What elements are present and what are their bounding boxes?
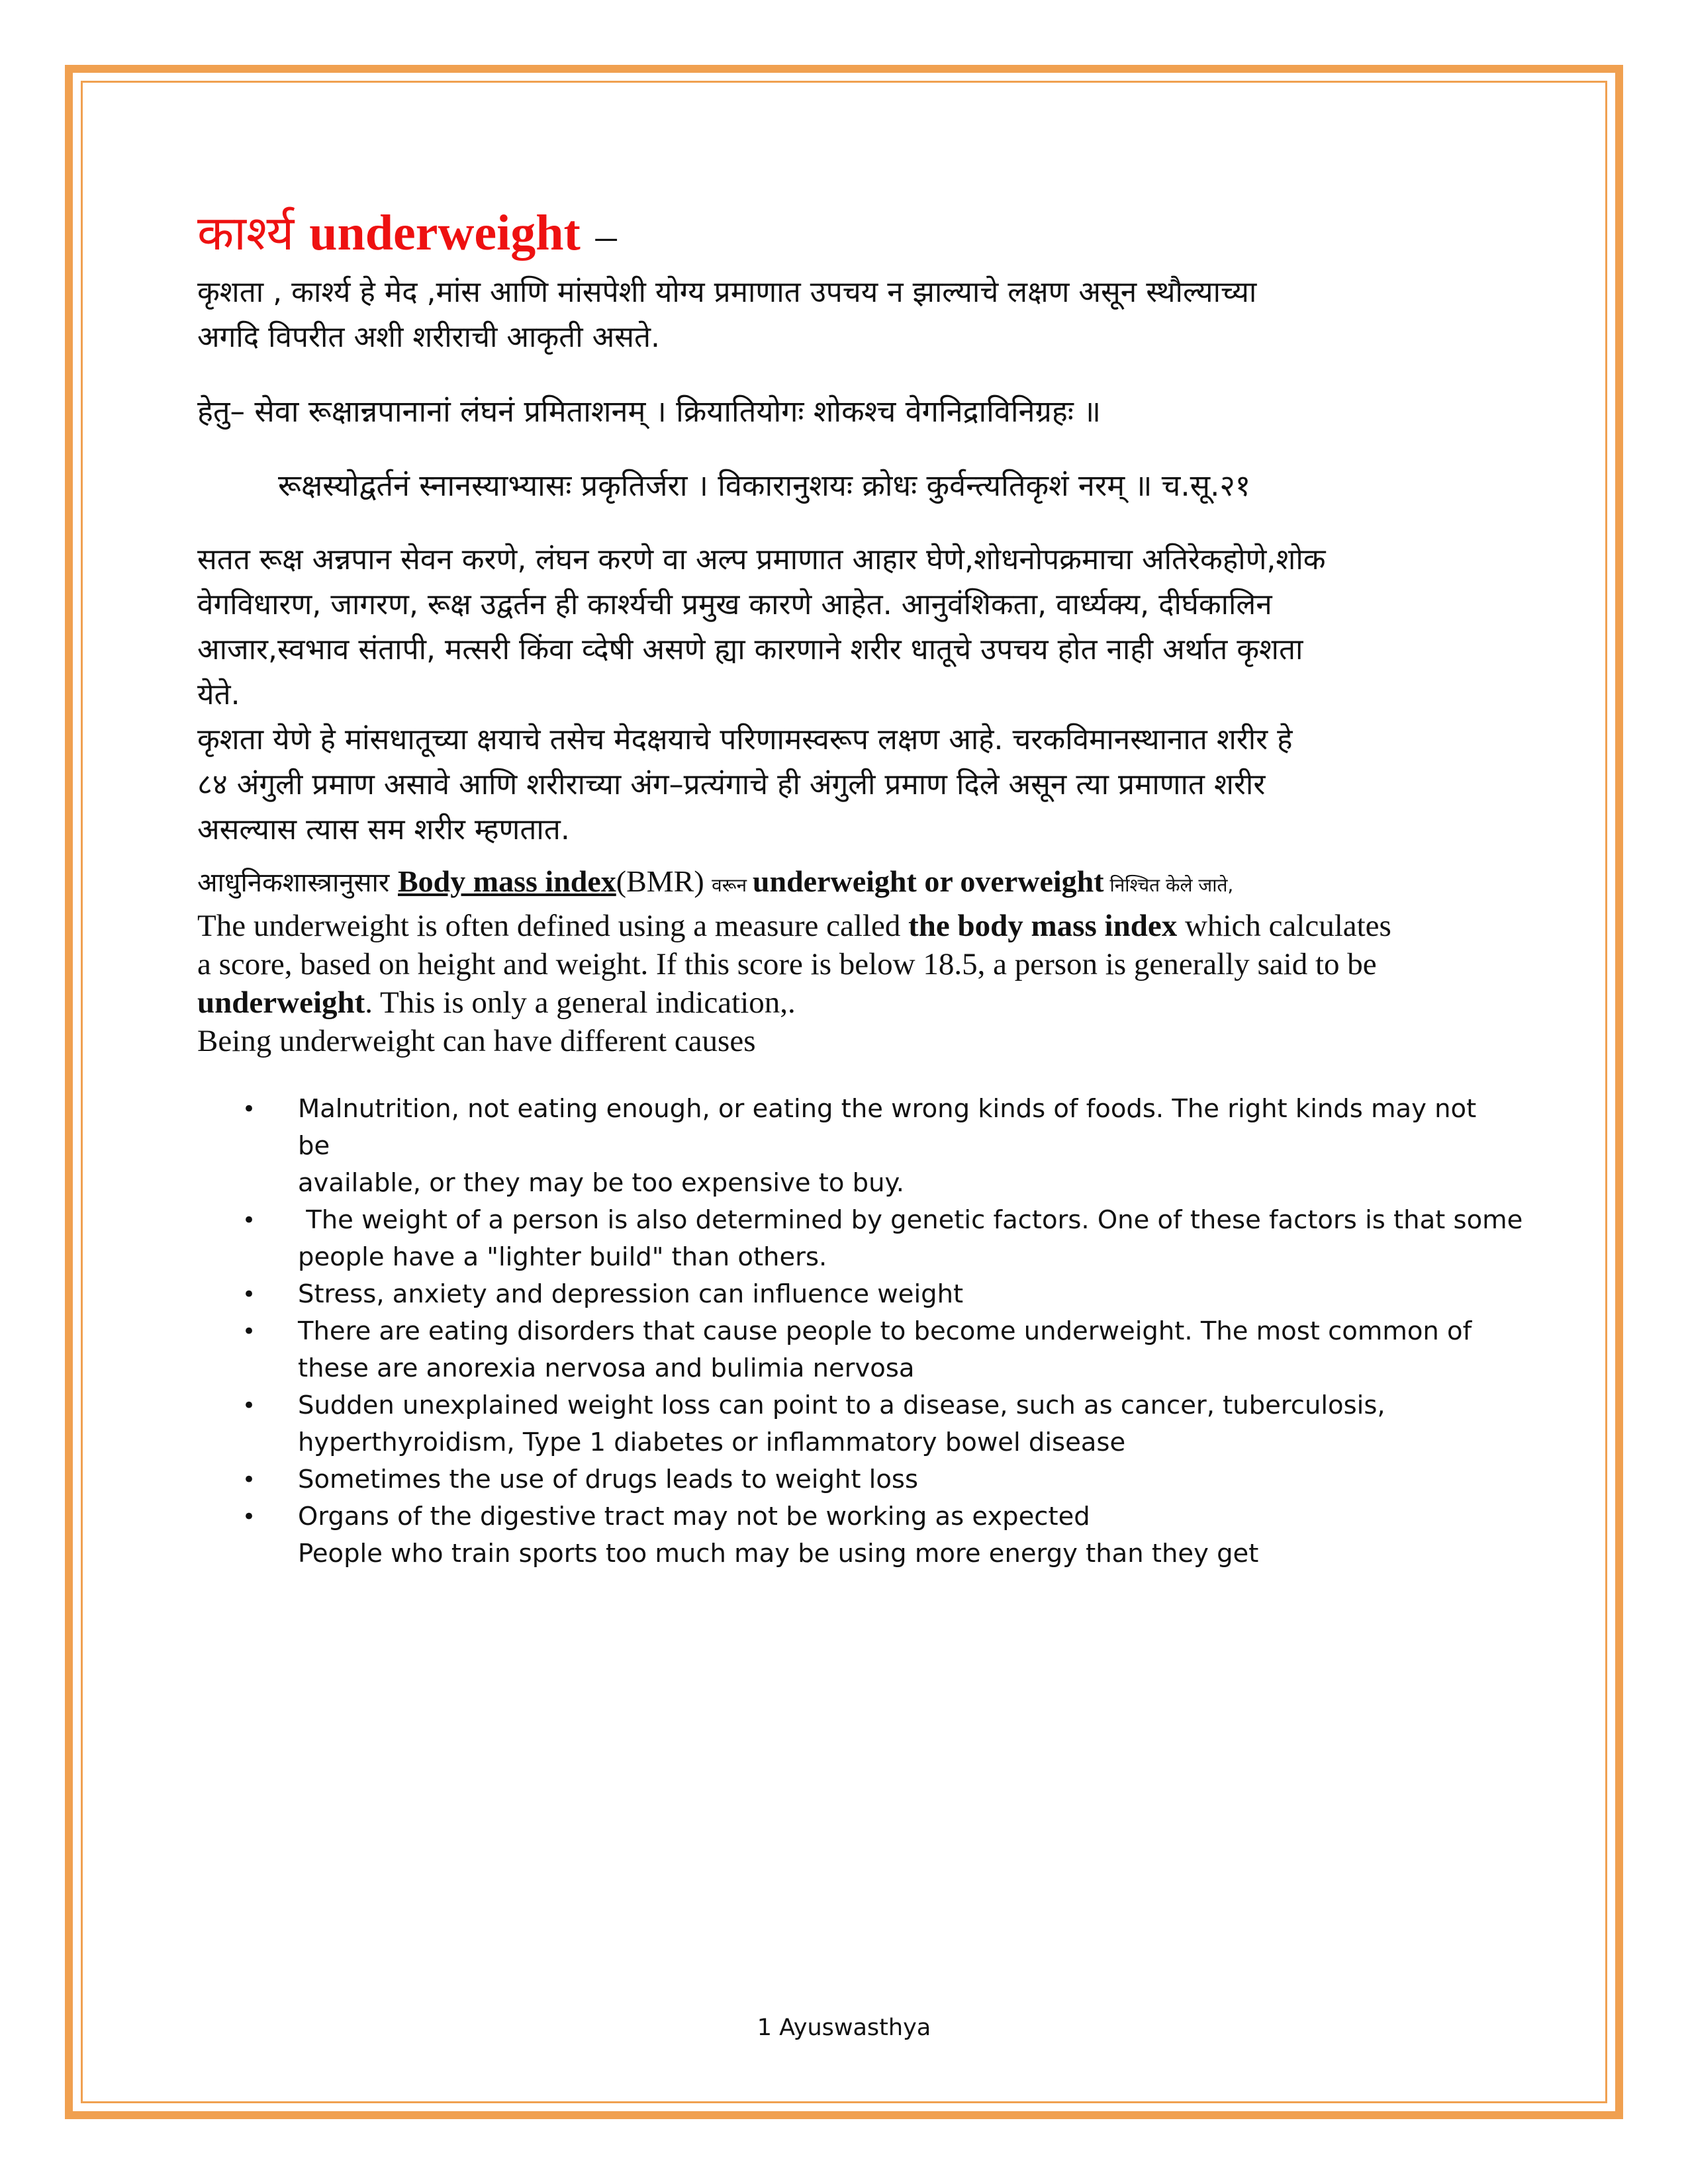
- bullet-icon: •: [242, 1281, 256, 1308]
- list-item: [197, 1313, 1481, 1387]
- english-bold-term: underweight: [197, 985, 365, 1020]
- bmi-line: [197, 860, 1481, 907]
- list-item-text: People who train sports too much may be using more energy than they get: [298, 1539, 1259, 1569]
- hetu-line: हेतु– सेवा रूक्षान्नपानानां लंघनं प्रमिताशनम् । क्रियातियोगः शोकश्च वेगनिद्राविनिग्रहः ॥: [197, 394, 1102, 429]
- krushata-line: ८४ अंगुली प्रमाण असावे आणि शरीराच्या अंग–प्रत्यंगाचे ही अंगुली प्रमाण दिले असून त्या प्रमाणात शरीर: [197, 768, 1266, 801]
- krushata-paragraph: [197, 717, 1481, 852]
- krushata-line: कृशता येणे हे मांसधातूच्या क्षयाचे तसेच मेदक्षयाचे परिणामस्वरूप लक्षण आहे. चरकविमानस्थानात शरीर हे: [197, 723, 1293, 756]
- list-item-text: available, or they may be too expensive to buy.: [298, 1168, 905, 1198]
- page-title: [197, 199, 1481, 270]
- bmi-term: Body mass index: [398, 864, 616, 898]
- bmi-prefix: आधुनिकशास्त्रानुसार: [197, 868, 398, 898]
- english-bold-term: the body mass index: [908, 909, 1178, 943]
- english-paragraph: [197, 907, 1481, 1060]
- list-item: [197, 1387, 1481, 1461]
- list-item: [197, 1276, 1481, 1313]
- causes-line: येते.: [197, 678, 240, 711]
- list-item-text: Malnutrition, not eating enough, or eating the wrong kinds of foods. The right kinds may not be: [298, 1094, 1477, 1161]
- english-line: Being underweight can have different causes: [197, 1024, 756, 1058]
- intro-paragraph: [197, 270, 1481, 360]
- list-item-text: Stress, anxiety and depression can influence weight: [298, 1279, 964, 1309]
- title-marathi: कार्श्य: [197, 205, 295, 261]
- title-english: underweight: [309, 205, 581, 261]
- list-item: [197, 1091, 1481, 1202]
- krushata-line: असल्यास त्यास सम शरीर म्हणतात.: [197, 813, 570, 846]
- bmi-suffix: निश्चित केले जाते,: [1103, 874, 1234, 896]
- document-body: [197, 199, 1523, 1572]
- bullet-icon: •: [242, 1392, 256, 1419]
- hetu-line: रूक्षस्योद्वर्तनं स्नानस्याभ्यासः प्रकृतिर्जरा । विकारानुशयः क्रोधः कुर्वन्त्यतिकृशं नरम् ॥ च.सू.२१: [278, 468, 1251, 503]
- list-item: [197, 1498, 1481, 1572]
- english-text: The underweight is often defined using a measure called: [197, 909, 909, 943]
- bullet-icon: •: [242, 1504, 256, 1530]
- bmi-abbr: (BMR): [616, 864, 712, 898]
- title-dash: –: [595, 212, 617, 259]
- causes-line: सतत रूक्ष अन्नपान सेवन करणे, लंघन करणे वा अल्प प्रमाणात आहार घेणे,शोधनोपक्रमाचा अतिरेकहोणे,शोक: [197, 543, 1326, 576]
- bullet-icon: •: [242, 1207, 256, 1234]
- bullet-icon: •: [242, 1467, 256, 1493]
- causes-line: आजार,स्वभाव संतापी, मत्सरी किंवा व्देषी असणे ह्या कारणाने शरीर धातूचे उपचय होत नाही अर्थात कृशता: [197, 633, 1303, 666]
- list-item-text: There are eating disorders that cause people to become underweight. The most common of: [298, 1316, 1472, 1346]
- intro-line: अगदि विपरीत अशी शरीराची आकृती असते.: [197, 320, 661, 354]
- list-item-text: hyperthyroidism, Type 1 diabetes or inflammatory bowel disease: [298, 1428, 1126, 1457]
- list-item-text: these are anorexia nervosa and bulimia nervosa: [298, 1353, 915, 1383]
- bmi-terms: underweight or overweight: [752, 864, 1104, 898]
- causes-list: [197, 1091, 1523, 1572]
- english-line: a score, based on height and weight. If this score is below 18.5, a person is generally said to be: [197, 947, 1377, 981]
- list-item-text: Sudden unexplained weight loss can point to a disease, such as cancer, tuberculosis,: [298, 1390, 1385, 1420]
- list-item-text: people have a "lighter build" than others.: [298, 1242, 827, 1272]
- list-item-text: Organs of the digestive tract may not be working as expected: [298, 1502, 1090, 1531]
- list-item: [197, 1202, 1523, 1276]
- english-text: which calculates: [1177, 909, 1391, 943]
- english-line: [197, 983, 1481, 1022]
- bmi-varun: वरून: [712, 874, 753, 896]
- english-line: [197, 907, 1481, 945]
- causes-line: वेगविधारण, जागरण, रूक्ष उद्वर्तन ही कार्श्यची प्रमुख कारणे आहेत. आनुवंशिकता, वार्ध्यक्य, दीर्घकालिन: [197, 588, 1272, 621]
- page-footer: 1 Ayuswasthya: [757, 2015, 931, 2041]
- bullet-icon: •: [242, 1318, 256, 1345]
- english-text: . This is only a general indication,.: [365, 985, 796, 1020]
- list-item-text: Sometimes the use of drugs leads to weight loss: [298, 1465, 919, 1494]
- hetu-verse: [197, 389, 1481, 508]
- causes-marathi-paragraph: [197, 537, 1481, 717]
- list-item: [197, 1461, 1481, 1498]
- bullet-icon: •: [242, 1096, 256, 1122]
- list-item-text: The weight of a person is also determined by genetic factors. One of these factors is that some: [298, 1205, 1523, 1235]
- intro-line: कृशता , कार्श्य हे मेद ,मांस आणि मांसपेशी योग्य प्रमाणात उपचय न झाल्याचे लक्षण असून स्थौल्याच्या: [197, 275, 1257, 309]
